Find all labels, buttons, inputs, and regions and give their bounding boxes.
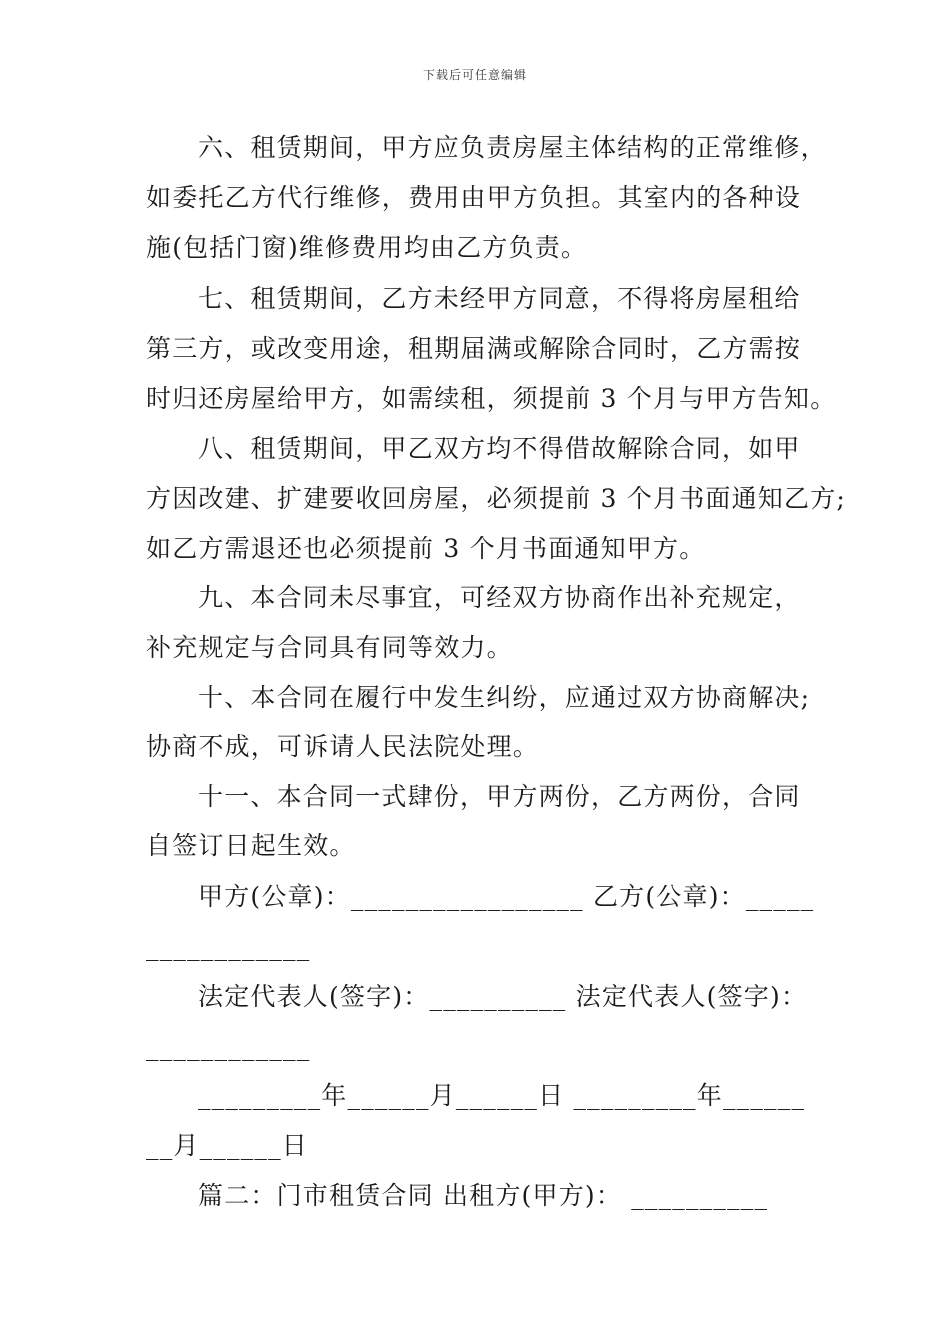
- date-line: _________年______月______日 _________年______: [198, 1081, 806, 1110]
- date-line-continued: __月______日: [146, 1131, 309, 1160]
- clause-10-line-1: 十、本合同在履行中发生纠纷，应通过双方协商解决;: [198, 683, 811, 712]
- representative-line-continued: ____________: [146, 1032, 311, 1061]
- clause-7-line-2: 第三方，或改变用途，租期届满或解除合同时，乙方需按: [146, 334, 802, 363]
- clause-7-line-1: 七、租赁期间，乙方未经甲方同意，不得将房屋租给: [198, 284, 801, 313]
- part-two-heading: 篇二：门市租赁合同 出租方(甲方)： __________: [198, 1181, 769, 1210]
- page-header-note: 下载后可任意编辑: [422, 68, 527, 82]
- clause-6-line-1: 六、租赁期间，甲方应负责房屋主体结构的正常维修，: [198, 133, 827, 162]
- seal-line: 甲方(公章)：_________________ 乙方(公章)：_____: [198, 882, 815, 911]
- seal-line-continued: ____________: [146, 932, 311, 961]
- representative-line: 法定代表人(签字)：__________ 法定代表人(签字)：: [198, 982, 808, 1011]
- clause-9-line-2: 补充规定与合同具有同等效力。: [146, 633, 513, 662]
- clause-6-line-2: 如委托乙方代行维修，费用由甲方负担。其室内的各种设: [146, 183, 802, 212]
- clause-8-line-1: 八、租赁期间，甲乙双方均不得借故解除合同，如甲: [198, 434, 801, 463]
- clause-7-line-3: 时归还房屋给甲方，如需续租，须提前 3 个月与甲方告知。: [146, 384, 837, 413]
- clause-8-line-3: 如乙方需退还也必须提前 3 个月书面通知甲方。: [146, 534, 706, 563]
- clause-8-line-2: 方因改建、扩建要收回房屋，必须提前 3 个月书面通知乙方;: [146, 484, 847, 513]
- clause-10-line-2: 协商不成，可诉请人民法院处理。: [146, 732, 540, 761]
- clause-6-line-3: 施(包括门窗)维修费用均由乙方负责。: [146, 233, 588, 262]
- clause-11-line-2: 自签订日起生效。: [146, 831, 356, 860]
- clause-11-line-1: 十一、本合同一式肆份，甲方两份，乙方两份，合同: [198, 782, 801, 811]
- clause-9-line-1: 九、本合同未尽事宜，可经双方协商作出补充规定，: [198, 583, 801, 612]
